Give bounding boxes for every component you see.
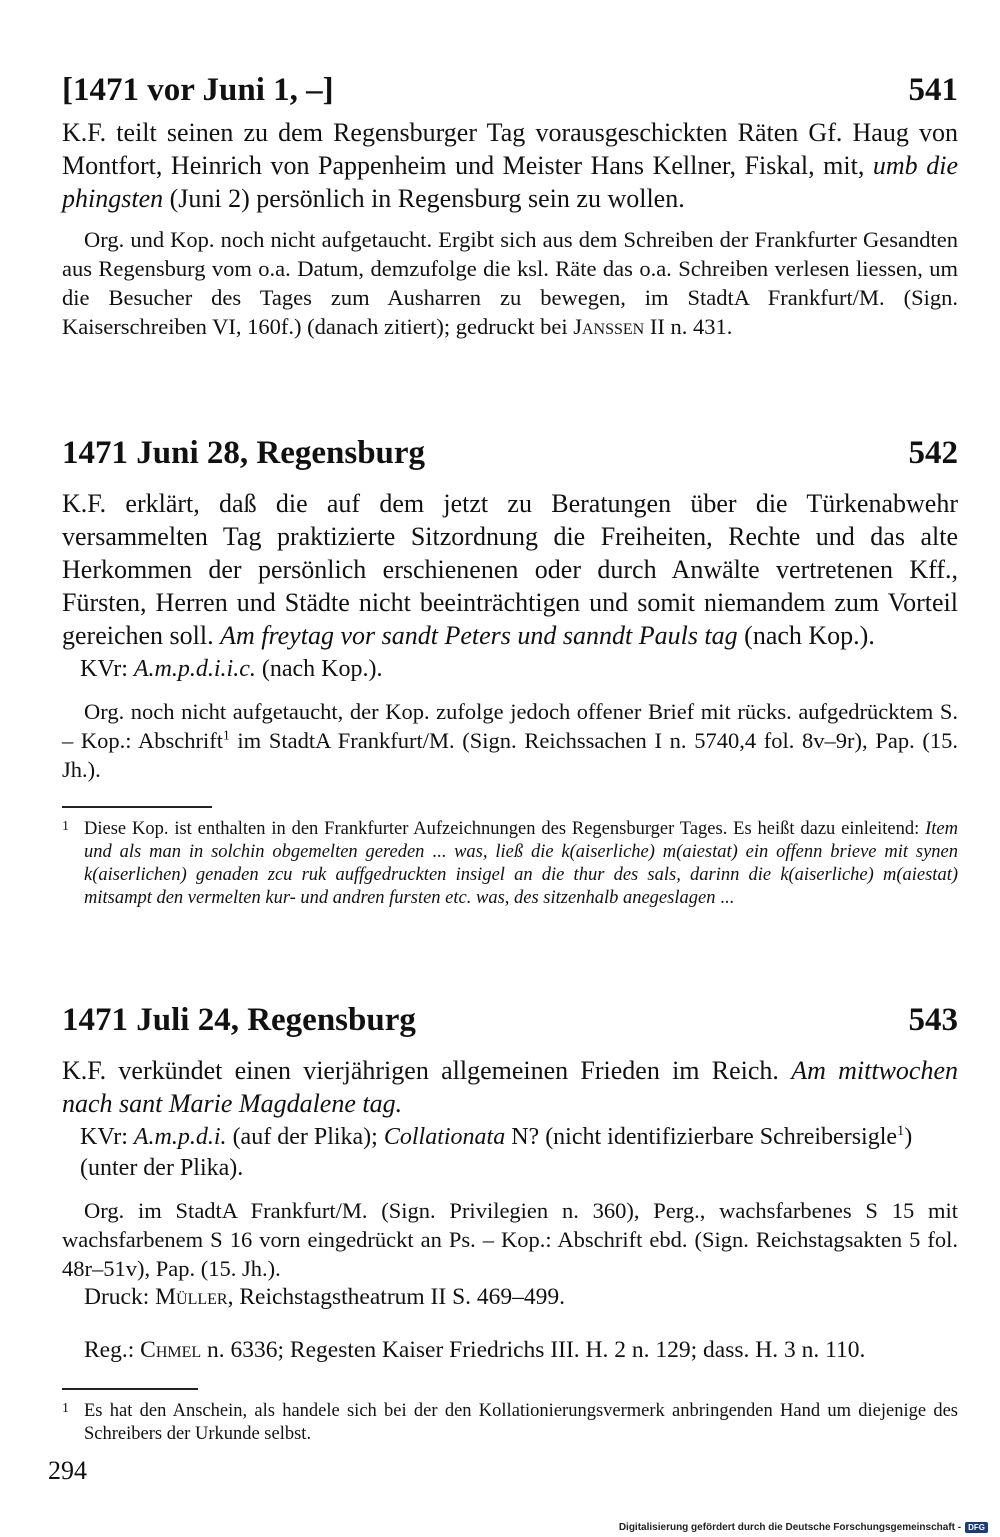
digitization-credit (619, 1522, 988, 1533)
entry-542 (62, 433, 958, 910)
footnote-number: 1 (62, 819, 69, 834)
entry-heading (62, 433, 958, 473)
kvr-text: (nach Kop.). (255, 656, 383, 682)
druck-label: Druck: (84, 1284, 156, 1310)
summary-quote: Am freytag vor sandt Peters und sanndt Pauls tag (220, 621, 738, 650)
source-text: Org. und Kop. noch nicht aufgetaucht. Ergibt sich aus dem Schreiben der Frankfurter Gesandten aus Regensburg vom o.a. Datum, demzufolge die ksl. Räte das o.a. Schreiben verlesen liessen, um die Besucher des Tages zum Ausharren zu bewegen, im StadtA Frankfurt/M. (Sign. Kaiserschreiben VI, 160f.) (danach zitiert); gedruckt bei (62, 227, 958, 339)
footnote-quote: Item und als man in solchin obgemelten gereden (84, 819, 958, 862)
footnote-marker: 1 (222, 727, 230, 743)
kvr-collationata: Collationata (383, 1124, 506, 1150)
entry-source (62, 1196, 958, 1283)
dfg-logo-icon: DFG (965, 1522, 988, 1533)
footnote-quote: was, ließ die k(aiserliche) m(aiestat) ein offenn brieve mit synen k(aiserlichen) genaden zcu ruk auffgedruckten insigel an die thur des sals, darinn die k(aiserliche) m(aiestat) mitsampt den vermelten kur- und andren fursten etc. was, des sitzenhalb anegeslagen (84, 842, 958, 908)
kvr-text: ) (unter der Plika). (80, 1124, 913, 1181)
footnote-part: Diese Kop. ist enthalten in den Frankfurter Aufzeichnungen des Regensburger Tages. Es heißt dazu einleitend: (84, 819, 926, 839)
source-text: Org. im StadtA Frankfurt/M. (Sign. Privilegien n. 360), Perg., wachsfarbenes S 15 mit wachsfarbenem S 16 vorn eingedrückt an Ps. – Kop.: Abschrift ebd. (Sign. Reichstagsakten 5 fol. 48r–51v), Pap. (15. Jh.). (62, 1198, 958, 1281)
footnote-number: 1 (62, 1401, 69, 1416)
footnote (62, 1400, 958, 1446)
entry-kvr (62, 654, 958, 685)
entry-summary (62, 1054, 958, 1120)
entry-source (62, 225, 958, 341)
summary-text: K.F. teilt seinen zu dem Regensburger Tag vorausgeschickten Räten Gf. Haug von Montfort, Heinrich von Pappenheim und Meister Hans Kellner, Fiskal, mit, (62, 118, 958, 180)
kvr-label: KVr: (80, 656, 134, 682)
entry-reg (62, 1336, 958, 1365)
entry-summary (62, 487, 958, 652)
summary-quote: umb die phingsten (62, 151, 958, 213)
summary-quote: Am mittwochen nach sant Marie Magdalene tag. (62, 1056, 958, 1118)
reg-label: Reg.: (84, 1336, 141, 1363)
footnote-text (84, 818, 958, 910)
entry-number: 542 (908, 435, 958, 471)
footnote-part: ... (715, 888, 734, 908)
entry-541 (62, 70, 958, 341)
summary-text: (Juni 2) persönlich in Regensburg sein zu wollen. (163, 184, 685, 213)
footnote-text: Es hat den Anschein, als handele sich bei der den Kollationierungsvermerk anbringenden Hand um diejenige des Schreibers der Urkunde selbst. (84, 1401, 958, 1444)
entry-543 (62, 1000, 958, 1446)
kvr-abbrev: A.m.p.d.i. (133, 1124, 227, 1150)
entry-druck (62, 1283, 958, 1312)
entry-date: 1471 Juli 24, Regensburg (62, 1002, 416, 1038)
entry-date: 1471 Juni 28, Regensburg (62, 435, 426, 471)
author-name: Janssen (573, 314, 645, 339)
kvr-label: KVr: (80, 1124, 134, 1150)
document-page (62, 70, 958, 1446)
author-name: Chmel (140, 1336, 202, 1363)
footnote-rule (62, 1388, 198, 1390)
entry-heading (62, 70, 958, 110)
entry-summary (62, 116, 958, 215)
footnote-part: ... (424, 842, 455, 862)
page-number: 294 (48, 1456, 87, 1485)
entry-source (62, 697, 958, 784)
source-text: im StadtA Frankfurt/M. (Sign. Reichssachen I n. 5740,4 fol. 8v–9r), Pap. (15. Jh.). (62, 728, 958, 782)
summary-text: K.F. verkündet einen vierjährigen allgemeinen Frieden im Reich. (62, 1056, 792, 1085)
kvr-text: (auf der Plika); (226, 1124, 384, 1150)
druck-text: , Reichstagstheatrum II S. 469–499. (227, 1284, 566, 1310)
kvr-abbrev: A.m.p.d.i.i.c. (133, 656, 256, 682)
entry-number: 543 (908, 1002, 958, 1038)
footnote (62, 818, 958, 910)
entry-heading (62, 1000, 958, 1040)
summary-text: (nach Kop.). (737, 621, 875, 650)
footnote-rule (62, 806, 212, 808)
entry-number: 541 (908, 72, 958, 108)
summary-text: K.F. erklärt, daß die auf dem jetzt zu Beratungen über die Türkenabwehr versammelten Tag praktizierte Sitzordnung die Freiheiten, Rechte und das alte Herkommen der persönlich erschienenen oder durch Anwälte vertretenen Kff., Fürsten, Herren und Städte nicht beeinträchtigen und somit niemandem zum Vorteil gereichen soll. (62, 489, 958, 650)
entry-kvr (62, 1122, 958, 1184)
entry-date: [1471 vor Juni 1, –] (62, 72, 334, 108)
credit-text: Digitalisierung gefördert durch die Deutsche Forschungsgemeinschaft - (618, 1522, 962, 1533)
source-text: Org. noch nicht aufgetaucht, der Kop. zufolge jedoch offener Brief mit rücks. aufgedrücktem S. – Kop.: Abschrift (62, 699, 958, 753)
source-text: II n. 431. (644, 314, 733, 339)
reg-text: n. 6336; Regesten Kaiser Friedrichs III. H. 2 n. 129; dass. H. 3 n. 110. (201, 1336, 866, 1363)
footnote-marker: 1 (897, 1123, 905, 1139)
author-name: Müller (155, 1284, 228, 1310)
kvr-text: N? (nicht identifizierbare Schreibersigle (505, 1124, 898, 1150)
